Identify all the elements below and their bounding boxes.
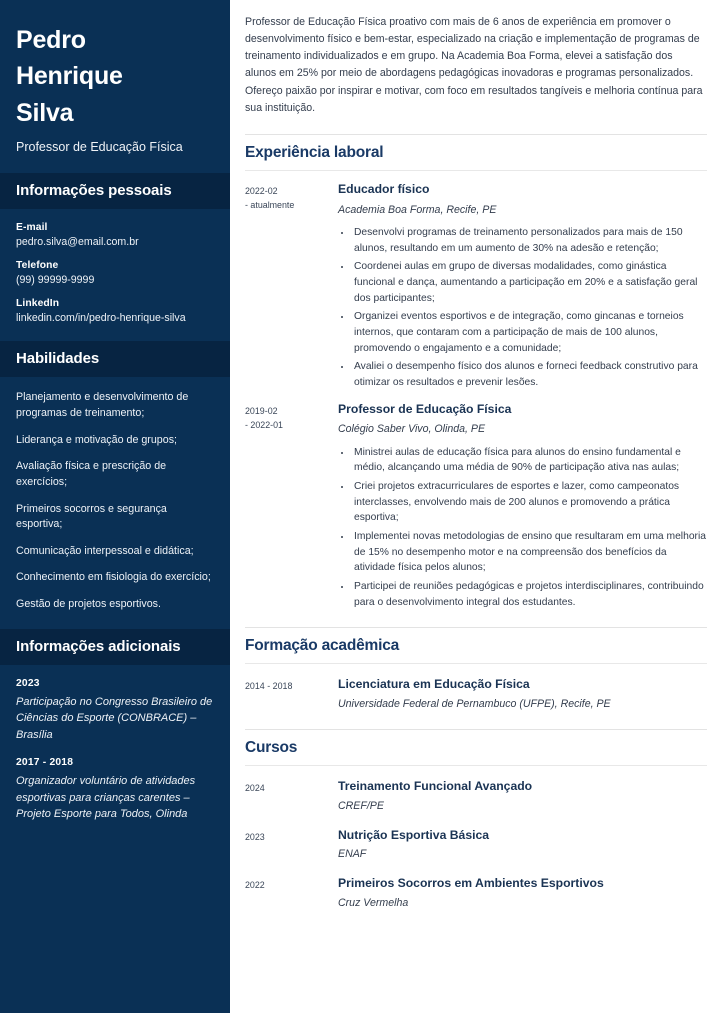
date-end: - atualmente bbox=[245, 200, 295, 211]
name-line-1: Pedro bbox=[16, 26, 86, 54]
section-title-additional-info: Informações adicionais bbox=[0, 629, 230, 665]
section-title-skills: Habilidades bbox=[0, 341, 230, 377]
job-organization: Academia Boa Forma, Recife, PE bbox=[338, 203, 497, 216]
job-organization: Colégio Saber Vivo, Olinda, PE bbox=[338, 423, 486, 436]
list-item: Avaliação física e prescrição de exercícios; bbox=[16, 460, 167, 488]
course-entry bbox=[245, 815, 707, 863]
job-bullet-list bbox=[338, 225, 707, 390]
entry-date-range: 2022 bbox=[245, 879, 265, 890]
contact-value-linkedin[interactable]: linkedin.com/in/pedro-henrique-silva bbox=[16, 312, 186, 325]
list-item bbox=[16, 678, 214, 744]
contact-item-linkedin bbox=[16, 298, 214, 325]
course-entry bbox=[245, 766, 707, 814]
list-item: Comunicação interpessoal e didática; bbox=[16, 544, 194, 557]
entry-body bbox=[338, 182, 707, 391]
entry-body bbox=[338, 876, 707, 911]
list-item: Primeiros socorros e segurança esportiva; bbox=[16, 502, 167, 531]
additional-info-list bbox=[0, 665, 230, 839]
list-item: Conhecimento em fisiologia do exercício; bbox=[16, 571, 211, 584]
course-provider: Cruz Vermelha bbox=[338, 896, 409, 909]
name-line-3: Silva bbox=[16, 98, 74, 127]
list-item bbox=[16, 757, 214, 823]
entry-date-range bbox=[245, 182, 333, 391]
section-header bbox=[245, 134, 707, 171]
list-item: • Implementei novas metodologias de ensino que resultaram em uma melhoria de 15% no desempenho motor e na compreensão dos benefícios da atividade física pelos alunos; bbox=[352, 529, 707, 576]
list-item: • Coordenei aulas em grupo de diversas modalidades, como ginástica funcional e dança, aumentando a participação em 20% e a satisfação geral dos participantes; bbox=[352, 259, 707, 306]
entry-date-range: 2024 bbox=[245, 783, 265, 794]
section-heading-education: Formação acadêmica bbox=[245, 637, 400, 655]
job-title: Educador físico bbox=[338, 181, 430, 196]
professional-summary: Professor de Educação Física proativo com mais de 6 anos de experiência em promover o desenvolvimento físico e bem-estar, especializado na criação e implementação de programas de treinamento individualizados e em grupo. Na Academia Boa Forma, elevei a satisfação dos alunos em 25% por meio de abordagens pedagógicas inovadoras e programas personalizados. Ofereço paixão por inspirar e motivar, com foco em resultados tangíveis e melhoria contínua para sua instituição. bbox=[245, 16, 703, 114]
sidebar-header bbox=[0, 0, 230, 173]
sidebar bbox=[0, 0, 230, 1013]
list-item: • Ministrei aulas de educação física para alunos do ensino fundamental e médio, alcançando uma média de 90% de participação ativa nas aulas; bbox=[352, 445, 707, 476]
course-entry bbox=[245, 863, 707, 911]
contact-item-phone bbox=[16, 260, 214, 287]
section-heading-courses: Cursos bbox=[245, 739, 298, 757]
section-header bbox=[245, 627, 707, 664]
personal-info-list bbox=[0, 209, 230, 342]
experience-entry bbox=[245, 171, 707, 391]
entry-body bbox=[338, 828, 707, 863]
contact-label: LinkedIn bbox=[16, 298, 60, 310]
list-item: • Desenvolvi programas de treinamento personalizados para mais de 150 alunos, resultando em um aumento de 30% na adesão e retenção; bbox=[352, 225, 707, 256]
list-item: Gestão de projetos esportivos. bbox=[16, 598, 161, 611]
job-bullet-list bbox=[338, 445, 707, 610]
section-heading-experience: Experiência laboral bbox=[245, 143, 384, 161]
course-title: Nutrição Esportiva Básica bbox=[338, 827, 490, 842]
list-item: • Avaliei o desempenho físico dos alunos e forneci feedback construtivo para otimizar os resultados e prevenir lesões. bbox=[352, 359, 707, 390]
list-item: • Participei de reuniões pedagógicas e projetos interdisciplinares, contribuindo para o desenvolvimento integral dos estudantes. bbox=[352, 579, 707, 610]
main-content bbox=[245, 0, 707, 911]
entry-body bbox=[338, 677, 707, 712]
list-item: • Criei projetos extracurriculares de esportes e lazer, como campeonatos interclasses, envolvendo mais de 200 alunos e promovendo a prática esportiva; bbox=[352, 479, 707, 526]
entry-date-range: 2014 - 2018 bbox=[245, 681, 293, 692]
contact-value-email[interactable]: pedro.silva@email.com.br bbox=[16, 235, 139, 248]
job-title: Professor de Educação Física bbox=[338, 401, 512, 416]
education-entry bbox=[245, 664, 707, 712]
list-item: Planejamento e desenvolvimento de programas de treinamento; bbox=[16, 391, 189, 420]
degree-title: Licenciatura em Educação Física bbox=[338, 677, 530, 692]
date-end: - 2022-01 bbox=[245, 419, 283, 430]
candidate-name bbox=[16, 22, 214, 131]
candidate-role: Professor de Educação Física bbox=[16, 139, 183, 154]
section-courses bbox=[245, 729, 707, 911]
section-header bbox=[245, 729, 707, 766]
additional-text: Organizador voluntário de atividades esportivas para crianças carentes – Projeto Esporte para Todos, Olinda bbox=[16, 775, 196, 821]
entry-body bbox=[338, 779, 707, 814]
contact-label: Telefone bbox=[16, 259, 59, 271]
course-provider: ENAF bbox=[338, 848, 367, 861]
entry-body bbox=[338, 402, 707, 611]
entry-date-range: 2023 bbox=[245, 831, 265, 842]
additional-date: 2017 - 2018 bbox=[16, 757, 74, 769]
contact-label: E-mail bbox=[16, 221, 48, 233]
entry-date-range bbox=[245, 402, 333, 611]
contact-item-email bbox=[16, 222, 214, 249]
course-title: Primeiros Socorros em Ambientes Esportivos bbox=[338, 875, 604, 890]
institution-name: Universidade Federal de Pernambuco (UFPE), Recife, PE bbox=[338, 698, 611, 711]
list-item: Liderança e motivação de grupos; bbox=[16, 433, 178, 446]
date-start: 2022-02 bbox=[245, 185, 278, 196]
name-line-2: Henrique bbox=[16, 62, 123, 91]
additional-date: 2023 bbox=[16, 677, 40, 689]
skills-list bbox=[0, 377, 230, 628]
section-title-personal-info: Informações pessoais bbox=[0, 173, 230, 209]
course-provider: CREF/PE bbox=[338, 800, 384, 813]
section-experience bbox=[245, 134, 707, 610]
additional-text: Participação no Congresso Brasileiro de Ciências do Esporte (CONBRACE) – Brasília bbox=[16, 695, 213, 741]
experience-entry bbox=[245, 391, 707, 611]
course-title: Treinamento Funcional Avançado bbox=[338, 779, 533, 794]
date-start: 2019-02 bbox=[245, 405, 278, 416]
contact-value-phone[interactable]: (99) 99999-9999 bbox=[16, 273, 95, 286]
section-education bbox=[245, 627, 707, 712]
list-item: • Organizei eventos esportivos e de integração, como gincanas e torneios internos, que contaram com a participação de mais de 100 alunos, promovendo o engajamento e a comunidade; bbox=[352, 309, 707, 356]
